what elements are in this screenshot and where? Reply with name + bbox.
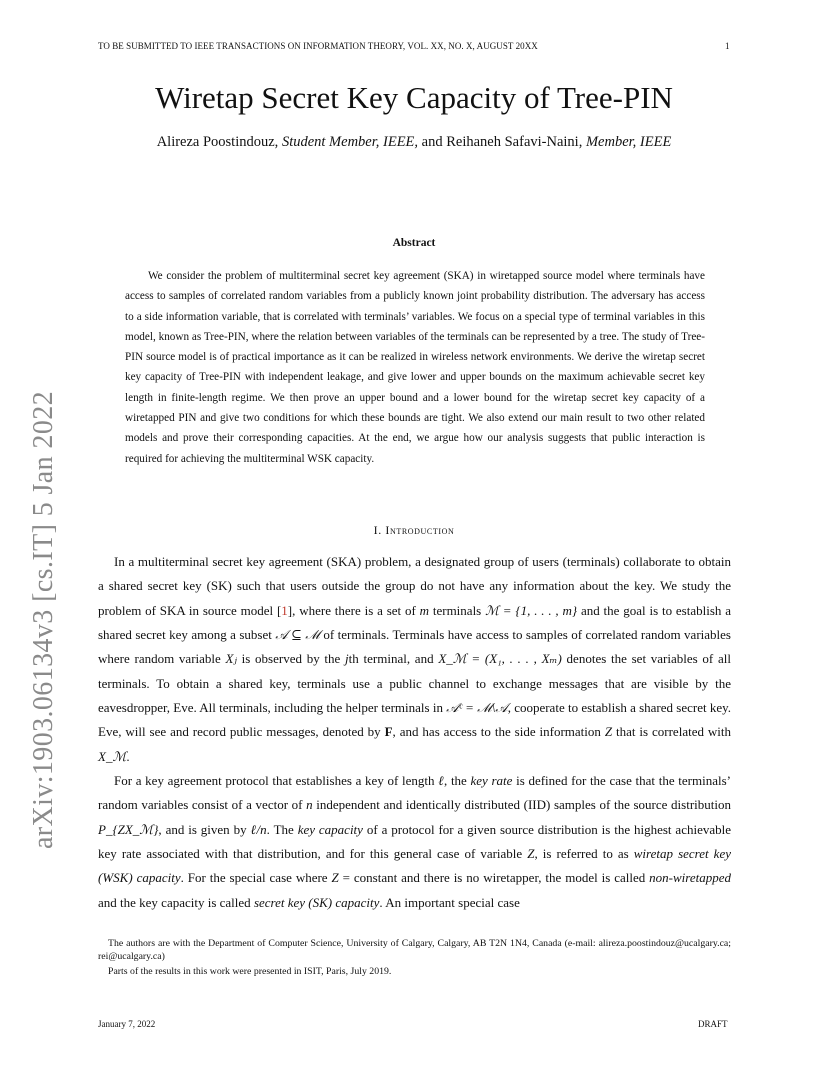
- math-inline: Z: [604, 724, 613, 740]
- citation-link[interactable]: 1: [281, 602, 288, 618]
- author-conjunction: and: [421, 134, 443, 150]
- section-heading: [0, 523, 828, 538]
- abstract-text: We consider the problem of multiterminal secret key agreement (SKA) in wiretapped source model where terminals have access to samples of correlated random variables from a publicly known joint probability distribution. The adversary has access to a side information variable, that is correlated with terminals’ variables. We focus on a special type of terminal variables in this model, known as Tree-PIN, where the relation between variables of the terminals can be represented by a tree. The study of Tree-PIN source model is of practical importance as it can be realized in wireless network environments. We derive the wiretap secret key capacity of Tree-PIN with independent leakage, and give lower and upper bounds on the maximum achievable secret key length in finite-length regime. We then prove an upper bound and a lower bound for the wiretap secret key capacity of a wiretapped PIN and give two conditions for which these bounds are tight. We also extend our main result to two other related models and prove their corresponding capacities. At the end, we argue how our analysis suggests that public interaction is required for achieving the multiterminal WSK capacity.: [125, 270, 705, 465]
- footer-date: January 7, 2022: [98, 1019, 156, 1029]
- footnote-conference: [98, 965, 731, 978]
- math-inline: j: [345, 651, 349, 667]
- author-membership: Member, IEEE: [585, 134, 672, 150]
- math-inline: m: [419, 602, 430, 618]
- footnote-text: Parts of the results in this work were presented in ISIT, Paris, July 2019.: [108, 966, 392, 977]
- math-inline: n: [306, 797, 313, 813]
- footnote-text: The authors are with the Department of Computer Science, University of Calgary, Calgary, AB T2N 1N4, Canada (e-mail: alireza.poostindouz@ucalgary.ca; rei@ucalgary.ca): [98, 938, 731, 963]
- section-number: I.: [373, 523, 382, 537]
- math-inline-bold: F: [384, 724, 393, 740]
- math-inline: 𝒜 ⊆ ℳ: [275, 627, 320, 643]
- math-inline: X_ℳ = (X₁, . . . , Xₘ): [438, 651, 562, 667]
- math-inline: P_{ZX_ℳ}: [98, 821, 159, 837]
- author-name: Alireza Poostindouz,: [156, 134, 279, 150]
- author-line: [0, 134, 828, 151]
- math-inline: Z: [331, 870, 339, 886]
- math-inline: X_ℳ: [98, 748, 127, 764]
- emphasis-term: non-wiretapped: [649, 870, 731, 886]
- abstract-heading: Abstract: [392, 237, 436, 249]
- author-membership: Student Member, IEEE,: [281, 134, 419, 150]
- running-header: TO BE SUBMITTED TO IEEE TRANSACTIONS ON INFORMATION THEORY, VOL. XX, NO. X, AUGUST 20XX: [98, 41, 538, 51]
- arxiv-identifier: arXiv:1903.06134v3 [cs.IT] 5 Jan 2022: [28, 390, 59, 850]
- footer-status: DRAFT: [698, 1019, 728, 1029]
- footnote-affiliation: [98, 937, 731, 964]
- body-paragraph: [98, 550, 731, 769]
- paper-title: Wiretap Secret Key Capacity of Tree-PIN: [155, 80, 673, 115]
- emphasis-term: secret key (SK) capacity: [253, 894, 380, 910]
- emphasis-term: key capacity: [297, 821, 363, 837]
- page-number: 1: [725, 41, 730, 51]
- paragraph-text: For a key agreement protocol that establishes a key of length ℓ, the key rate is defined for the case that the terminals’ random variables consist of a vector of n independent and identically distributed (IID) samples of the source distribution P_{ZX_ℳ}, and is given by ℓ/n. The key capacity of a protocol for a given source distribution is the highest achievable key rate associated with that distribution, and for this general case of variable Z, is referred to as wiretap secret key (WSK) capacity. For the special case where Z = constant and there is no wiretapper, the model is called non-wiretapped and the key capacity is called secret key (SK) capacity. An important special case: [98, 773, 732, 910]
- math-inline: Xⱼ: [225, 651, 237, 667]
- body-paragraph: [98, 769, 731, 915]
- math-inline: Z: [527, 846, 535, 862]
- math-inline: ℓ: [438, 773, 445, 788]
- author-name: Reihaneh Safavi-Naini,: [446, 134, 583, 150]
- math-inline: ℓ/n: [250, 821, 267, 837]
- paragraph-text: In a multiterminal secret key agreement (SKA) problem, a designated group of users (terminals) collaborate to obtain a shared secret key (SK) such that users outside the group do not have any information about the key. We study the problem of SKA in source model [1], where there is a set of m terminals ℳ = {1, . . . , m} and the goal is to establish a shared secret key among a subset 𝒜 ⊆ ℳ of terminals. Terminals have access to samples of correlated random variables where random variable Xⱼ is observed by the jth terminal, and X_ℳ = (X₁, . . . , Xₘ) denotes the set variables of all terminals. To obtain a shared key, terminals use a public channel to exchange messages that are visible by the eavesdropper, Eve. All terminals, including the helper terminals in 𝒜ᶜ = ℳ\𝒜, cooperate to establish a shared secret key. Eve, will see and record public messages, denoted by F, and has access to the side information Z that is correlated with X_ℳ.: [98, 554, 732, 764]
- emphasis-term: wiretap secret key (WSK) capacity: [98, 846, 731, 886]
- emphasis-term: key rate: [470, 773, 513, 788]
- abstract-body: [125, 266, 705, 469]
- section-title: Introduction: [385, 523, 455, 537]
- math-inline: 𝒜ᶜ = ℳ\𝒜: [446, 700, 508, 716]
- math-inline: ℳ = {1, . . . , m}: [485, 602, 578, 618]
